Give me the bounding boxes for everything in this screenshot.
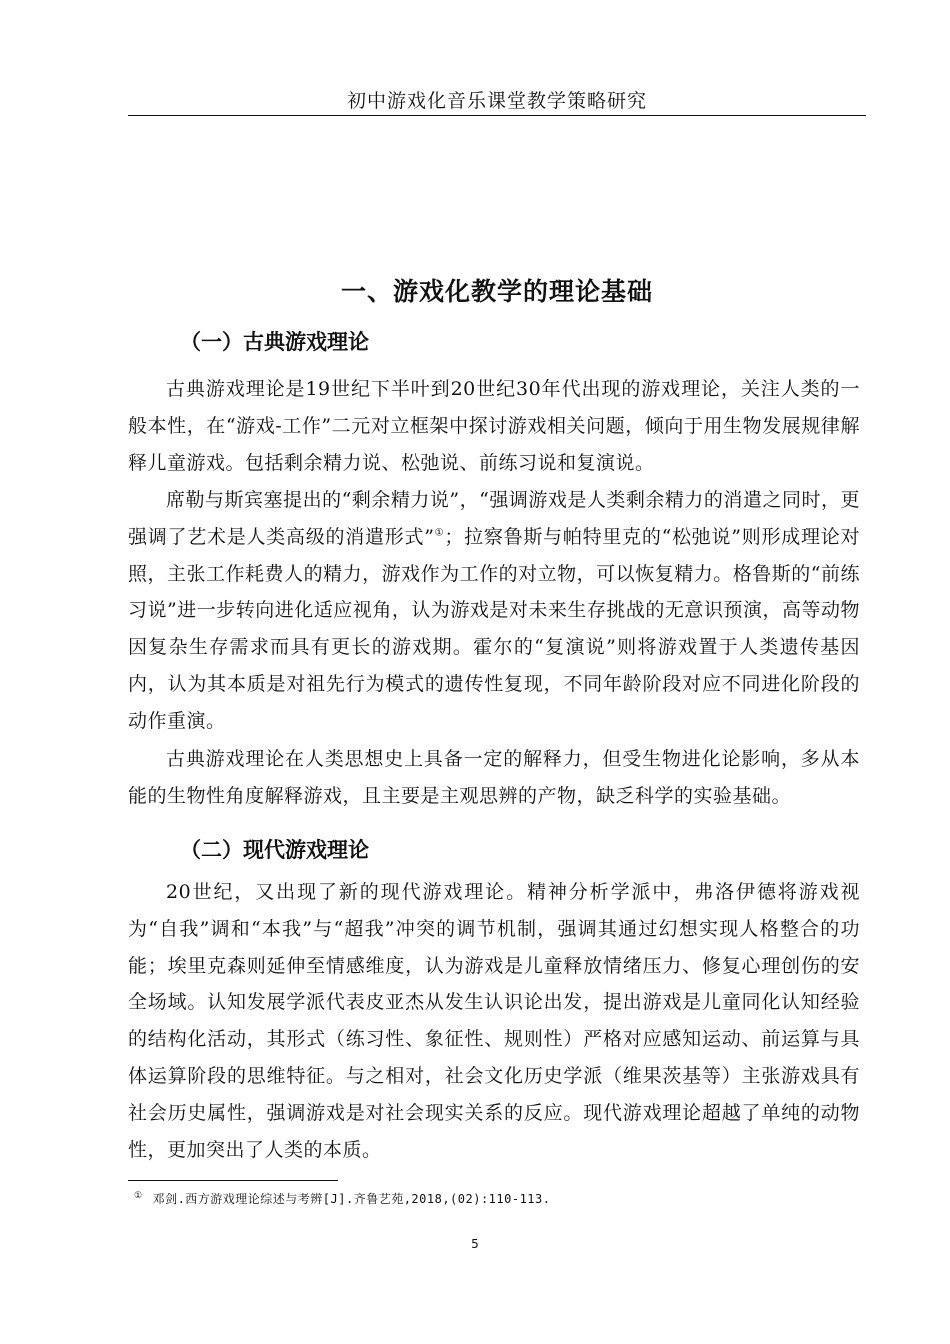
footnote [134,1190,550,1207]
paragraph-classical-theories [128,482,860,740]
section-title-classical: （一）古典游戏理论 [180,330,369,354]
page-number: 5 [471,1237,479,1251]
footnote-rule [128,1180,338,1181]
paragraph-text: 席勒与斯宾塞提出的“剩余精力说”，“强调游戏是人类剩余精力的消遣之同时，更强调了艺术是人类高级的消遣形式” [128,489,860,548]
footnote-marker: ① [134,1191,143,1201]
chapter-title: 一、游戏化教学的理论基础 [340,277,653,306]
header-rule [128,115,866,116]
footnote-text: 邓剑.西方游戏理论综述与考辨[J].齐鲁艺苑,2018,(02):110-113. [152,1192,551,1206]
footnote-reference[interactable]: ① [434,527,445,539]
paragraph-classical-intro: 古典游戏理论是19世纪下半叶到20世纪30年代出现的游戏理论，关注人类的一般本性，在“游戏-工作”二元对立框架中探讨游戏相关问题，倾向于用生物发展规律解释儿童游戏。包括剩余精力说、松弛说、前练习说和复演说。 [128,378,860,474]
running-header: 初中游戏化音乐课堂教学策略研究 [346,90,647,112]
section-title-modern: （二）现代游戏理论 [180,838,369,862]
paragraph-classical-critique: 古典游戏理论在人类思想史上具备一定的解释力，但受生物进化论影响，多从本能的生物性角度解释游戏，且主要是主观思辨的产物，缺乏科学的实验基础。 [128,748,860,807]
paragraph-text: ；拉察鲁斯与帕特里克的“松弛说”则形成理论对照，主张工作耗费人的精力，游戏作为工作的对立物，可以恢复精力。格鲁斯的“前练习说”进一步转向进化适应视角，认为游戏是对未来生存挑战的无意识预演，高等动物因复杂生存需求而具有更长的游戏期。霍尔的“复演说”则将游戏置于人类遗传基因内，认为其本质是对祖先行为模式的遗传性复现，不同年龄阶段对应不同进化阶段的动作重演。 [128,525,860,732]
paragraph-modern-theories: 20世纪，又出现了新的现代游戏理论。精神分析学派中，弗洛伊德将游戏视为“自我”调和“本我”与“超我”冲突的调节机制，强调其通过幻想实现人格整合的功能；埃里克森则延伸至情感维度，认为游戏是儿童释放情绪压力、修复心理创伤的安全场域。认知发展学派代表皮亚杰从发生认识论出发，提出游戏是儿童同化认知经验的结构化活动，其形式（练习性、象征性、规则性）严格对应感知运动、前运算与具体运算阶段的思维特征。与之相对，社会文化历史学派（维果茨基等）主张游戏具有社会历史属性，强调游戏是对社会现实关系的反应。现代游戏理论超越了单纯的动物性，更加突出了人类的本质。 [128,881,860,1161]
